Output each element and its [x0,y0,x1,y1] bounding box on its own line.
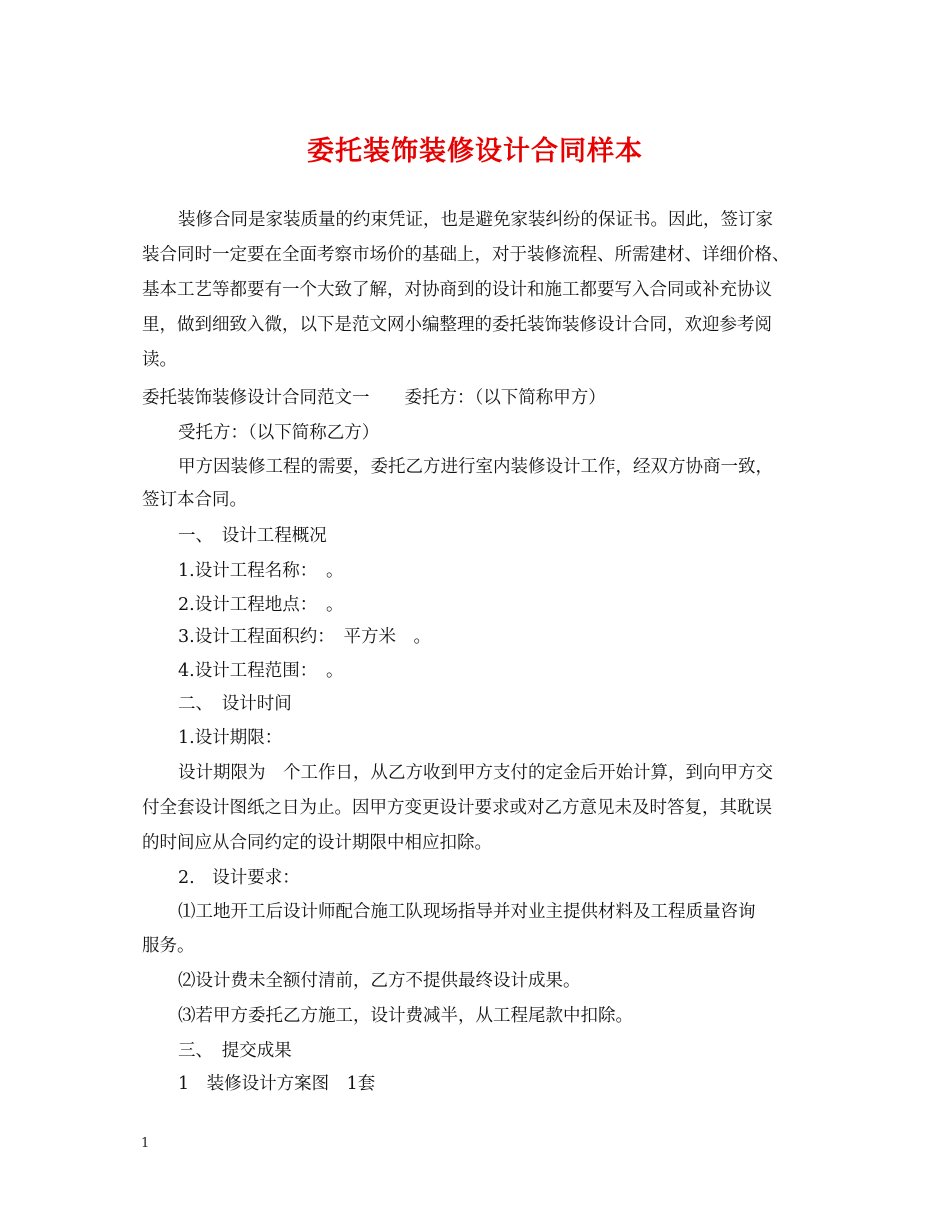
paragraph-line: 里，做到细致入微，以下是范文网小编整理的委托装饰装修设计合同，欢迎参考阅 [142,315,772,335]
section-heading: 三、 提交成果 [178,1041,292,1061]
section-heading: 二、 设计时间 [178,694,292,714]
paragraph-line: 委托装饰装修设计合同范文一 委托方：（以下简称甲方） [142,388,606,408]
paragraph-line: 的时间应从合同约定的设计期限中相应扣除。 [142,833,492,853]
paragraph-line: 签订本合同。 [142,490,247,510]
paragraph-line: 设计期限为 个工作日，从乙方收到甲方支付的定金后开始计算，到向甲方交 [178,763,773,783]
paragraph-line: 基本工艺等都要有一个大致了解，对协商到的设计和施工都要写入合同或补充协议 [142,280,772,300]
list-item: 1 装修设计方案图 1套 [178,1074,376,1094]
paragraph-line: 装合同时一定要在全面考察市场价的基础上，对于装修流程、所需建材、详细价格、 [142,245,790,265]
list-item: 2.设计工程地点： 。 [178,595,344,615]
list-item: 2. 设计要求： [178,868,300,888]
paragraph-line: 读。 [142,350,177,370]
list-item: 3.设计工程面积约： 平方米 。 [178,627,431,647]
list-item: 1.设计工程名称： 。 [178,561,344,581]
list-item: 4.设计工程范围： 。 [178,661,344,681]
paragraph-line: 甲方因装修工程的需要，委托乙方进行室内装修设计工作，经双方协商一致， [178,457,773,477]
document-title: 委托装饰装修设计合同样本 [307,136,643,167]
list-item: ⑵设计费未全额付清前，乙方不提供最终设计成果。 [178,971,581,991]
paragraph-line: 装修合同是家装质量的约束凭证，也是避免家装纠纷的保证书。因此，签订家 [178,210,773,230]
paragraph-line: 付全套设计图纸之日为止。因甲方变更设计要求或对乙方意见未及时答复，其耽误 [142,798,772,818]
section-heading: 一、 设计工程概况 [178,526,327,546]
paragraph-line: 服务。 [142,936,195,956]
page-number: 1 [141,1136,150,1151]
list-item: ⑴工地开工后设计师配合施工队现场指导并对业主提供材料及工程质量咨询 [178,902,756,922]
paragraph-line: 受托方：（以下简称乙方） [178,423,380,443]
list-item: ⑶若甲方委托乙方施工，设计费减半，从工程尾款中扣除。 [178,1006,633,1026]
list-item: 1.设计期限： [178,728,283,748]
